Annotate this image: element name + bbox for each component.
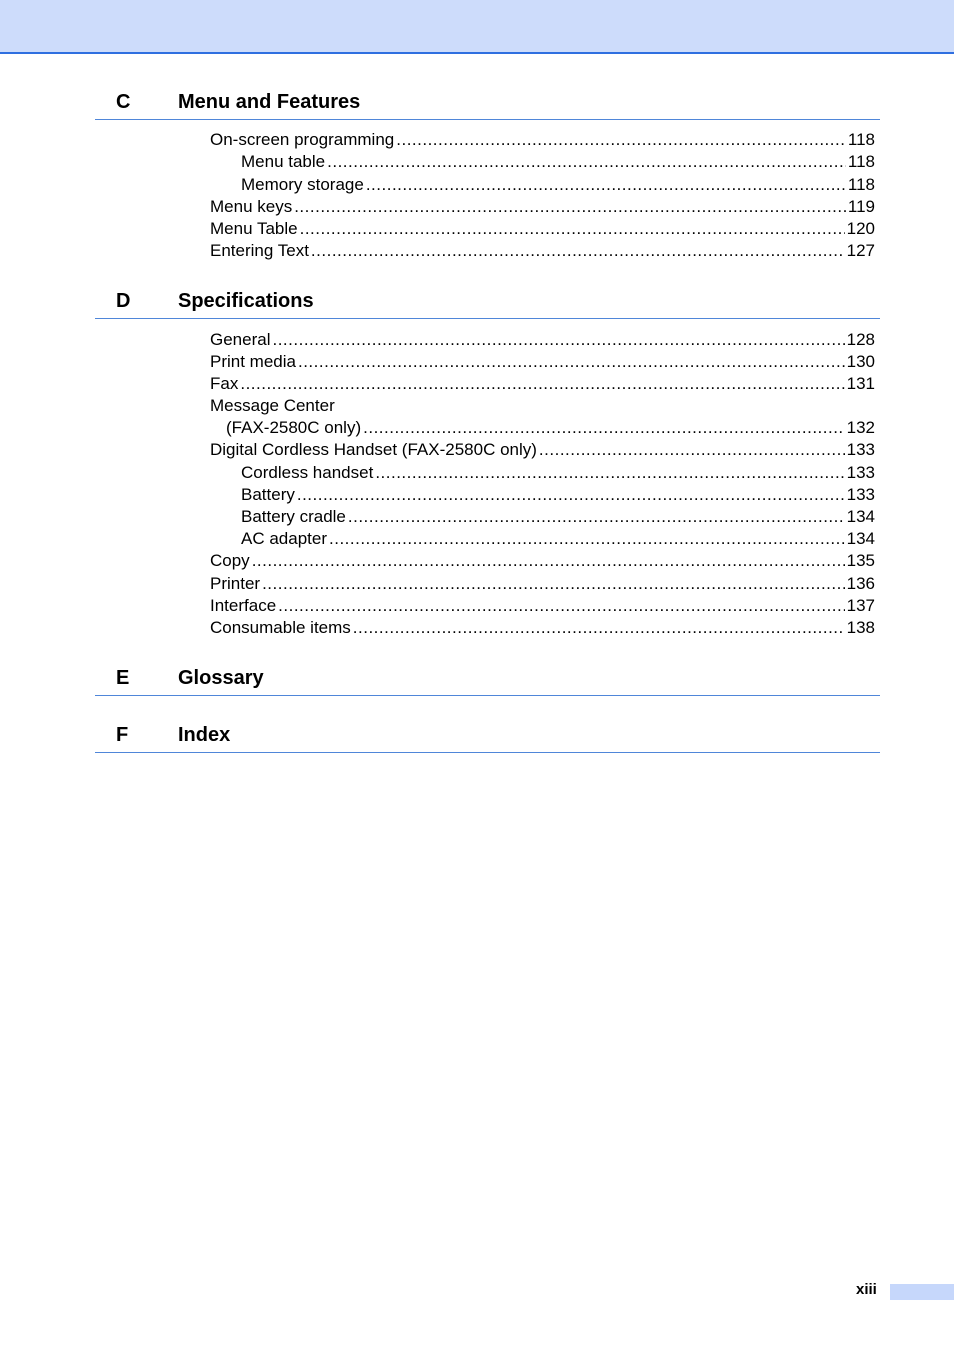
dot-leader (298, 351, 845, 373)
section-heading (95, 89, 880, 120)
dot-leader (327, 151, 846, 173)
dot-leader (539, 439, 845, 461)
dot-leader (348, 506, 845, 528)
toc-entry-page: 130 (846, 352, 875, 371)
toc-entry[interactable] (241, 462, 875, 484)
toc-entry-page: 133 (846, 463, 875, 482)
toc-entry[interactable] (210, 351, 875, 373)
section-letter: F (116, 724, 129, 746)
toc-entry-page: 128 (846, 330, 875, 349)
toc-entry[interactable] (226, 417, 875, 439)
toc-section-e (95, 665, 880, 696)
section-letter: C (116, 91, 131, 113)
toc-entry[interactable] (241, 506, 875, 528)
toc-entry[interactable] (210, 595, 875, 617)
toc-entry[interactable] (241, 174, 875, 196)
section-heading (95, 665, 880, 696)
page-tab-marker (890, 1284, 954, 1300)
toc-entry[interactable] (210, 550, 875, 572)
toc-entry-text: Copy (210, 551, 250, 570)
section-heading (95, 288, 880, 319)
toc-entry-text: Consumable items (210, 618, 351, 637)
section-letter: D (116, 290, 131, 312)
toc-entry-text: Menu table (241, 152, 326, 171)
toc-entry-text: Memory storage (241, 175, 364, 194)
dot-leader (300, 218, 845, 240)
dot-leader (278, 595, 844, 617)
toc-entry[interactable] (210, 395, 875, 417)
dot-leader (262, 573, 845, 595)
toc-entry[interactable] (210, 218, 875, 240)
toc-entry-text: Digital Cordless Handset (FAX-2580C only) (210, 440, 537, 459)
dot-leader (366, 174, 846, 196)
toc-entry[interactable] (210, 617, 875, 639)
toc-entry[interactable] (210, 573, 875, 595)
toc-entry-page: 136 (846, 574, 875, 593)
toc-entry-text: Print media (210, 352, 296, 371)
toc-entry-text: Fax (210, 374, 239, 393)
section-letter: E (116, 667, 130, 689)
toc-entry-text: Menu keys (210, 197, 293, 216)
toc-entry-text: (FAX-2580C only) (226, 418, 362, 437)
toc-entry[interactable] (210, 240, 875, 262)
toc-entry-page: 120 (846, 219, 875, 238)
dot-leader (353, 617, 845, 639)
toc-entry[interactable] (210, 196, 875, 218)
toc-entry-text: General (210, 330, 271, 349)
toc-entry-page: 118 (847, 152, 875, 171)
toc-section-f (95, 722, 880, 753)
toc-entry[interactable] (241, 151, 875, 173)
header-band (0, 0, 954, 54)
toc-entry-page: 134 (846, 529, 875, 548)
toc-section-c (95, 89, 880, 260)
toc-entry-text: Cordless handset (241, 463, 374, 482)
toc-entry-page: 133 (846, 485, 875, 504)
dot-leader (375, 462, 844, 484)
dot-leader (396, 129, 846, 151)
section-title[interactable]: Index (178, 724, 231, 746)
dot-leader (297, 484, 845, 506)
toc-entry[interactable] (241, 528, 875, 550)
toc-section-d (95, 288, 880, 637)
toc-entry-text: AC adapter (241, 529, 327, 548)
dot-leader (311, 240, 845, 262)
dot-leader (252, 550, 845, 572)
toc-entry-text: Battery cradle (241, 507, 346, 526)
toc-entry-page: 137 (846, 596, 875, 615)
dot-leader (272, 329, 844, 351)
dot-leader (240, 373, 844, 395)
page-number: xiii (856, 1281, 877, 1298)
toc-entry[interactable] (210, 373, 875, 395)
toc-entry-page: 135 (846, 551, 875, 570)
toc-entry-text: Menu Table (210, 219, 298, 238)
toc-entry-text: On-screen programming (210, 130, 395, 149)
dot-leader (294, 196, 846, 218)
toc-entry-page: 132 (846, 418, 875, 437)
dot-leader (329, 528, 845, 550)
toc-entry-text: Interface (210, 596, 277, 615)
toc-entry-page: 118 (847, 130, 875, 149)
toc-entry-text: Battery (241, 485, 295, 504)
toc-entry-text: Message Center (210, 396, 335, 415)
section-title[interactable]: Glossary (178, 667, 264, 689)
toc-entry[interactable] (210, 439, 875, 461)
toc-entry[interactable] (210, 329, 875, 351)
toc-entry[interactable] (210, 129, 875, 151)
section-heading (95, 722, 880, 753)
toc-entry-page: 118 (847, 175, 875, 194)
section-title[interactable]: Specifications (178, 290, 314, 312)
toc-entry-page: 133 (846, 440, 875, 459)
toc-entry-page: 127 (846, 241, 875, 260)
toc-entry-text: Entering Text (210, 241, 309, 260)
toc-entry[interactable] (241, 484, 875, 506)
toc-entry-page: 138 (846, 618, 875, 637)
dot-leader (363, 417, 845, 439)
section-title[interactable]: Menu and Features (178, 91, 361, 113)
toc-entry-text: Printer (210, 574, 261, 593)
toc-entry-page: 131 (846, 374, 875, 393)
toc-entry-page: 134 (846, 507, 875, 526)
toc-entry-page: 119 (847, 197, 875, 216)
